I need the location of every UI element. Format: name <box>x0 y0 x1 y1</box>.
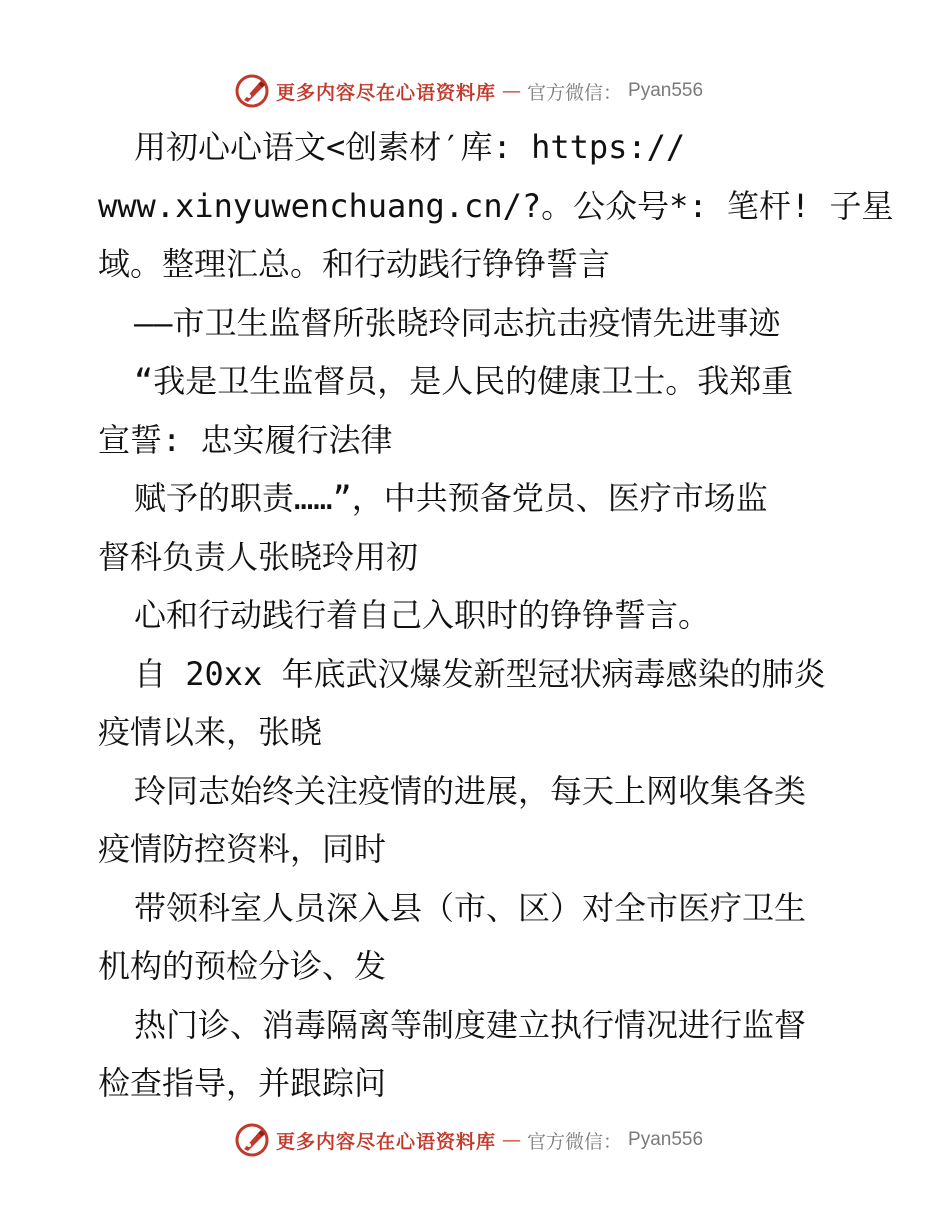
body-line: 疫情防控资料，同时 <box>98 830 387 868</box>
banner-official-label: 官方微信： <box>527 81 623 104</box>
body-line: 督科负责人张晓玲用初 <box>98 537 419 576</box>
banner-wechat-id: Pyan556 <box>628 1129 704 1150</box>
body-line: 热门诊、消毒隔离等制度建立执行情况进行监督 <box>134 1005 807 1044</box>
body-line: 心和行动践行着自己入职时的铮铮誓言。 <box>134 596 711 634</box>
body-line: 玲同志始终关注疫情的进展，每天上网收集各类 <box>134 771 807 810</box>
header-banner <box>234 72 714 110</box>
body-line: 自 20xx 年底武汉爆发新型冠状病毒感染的肺炎 <box>134 654 826 693</box>
banner-brand-text: 更多内容尽在心语资料库 <box>276 81 497 104</box>
body-line: 带领科室人员深入县（市、区）对全市医疗卫生 <box>134 888 807 927</box>
body-line: 宣誓: 忠实履行法律 <box>98 420 393 459</box>
body-line: ——市卫生监督所张晓玲同志抗击疫情先进事迹 <box>134 303 781 342</box>
pen-nib-seal-icon <box>234 1122 270 1158</box>
footer-banner <box>234 1121 714 1159</box>
banner-brand-text: 更多内容尽在心语资料库 <box>276 1130 497 1153</box>
pen-nib-seal-icon <box>234 73 270 109</box>
body-line: www.xinyuwenchuang.cn/?。公众号*: 笔杆! 子星 <box>98 186 894 225</box>
body-line: “我是卫生监督员，是人民的健康卫士。我郑重 <box>134 362 794 400</box>
banner-wechat-id: Pyan556 <box>628 80 704 101</box>
banner-dash: — <box>502 80 522 102</box>
body-line: 疫情以来，张晓 <box>98 713 323 751</box>
body-line: 机构的预检分诊、发 <box>98 947 387 985</box>
body-line: 赋予的职责……”，中共预备党员、医疗市场监 <box>134 479 768 517</box>
body-line: 用初心心语文<创素材′库: https:// <box>134 128 686 166</box>
banner-official-label: 官方微信： <box>527 1130 623 1153</box>
body-line: 域。整理汇总。和行动践行铮铮誓言 <box>98 245 611 283</box>
body-line: 检查指导，并跟踪问 <box>98 1064 387 1102</box>
document-body <box>98 118 894 1113</box>
banner-dash: — <box>502 1129 522 1151</box>
